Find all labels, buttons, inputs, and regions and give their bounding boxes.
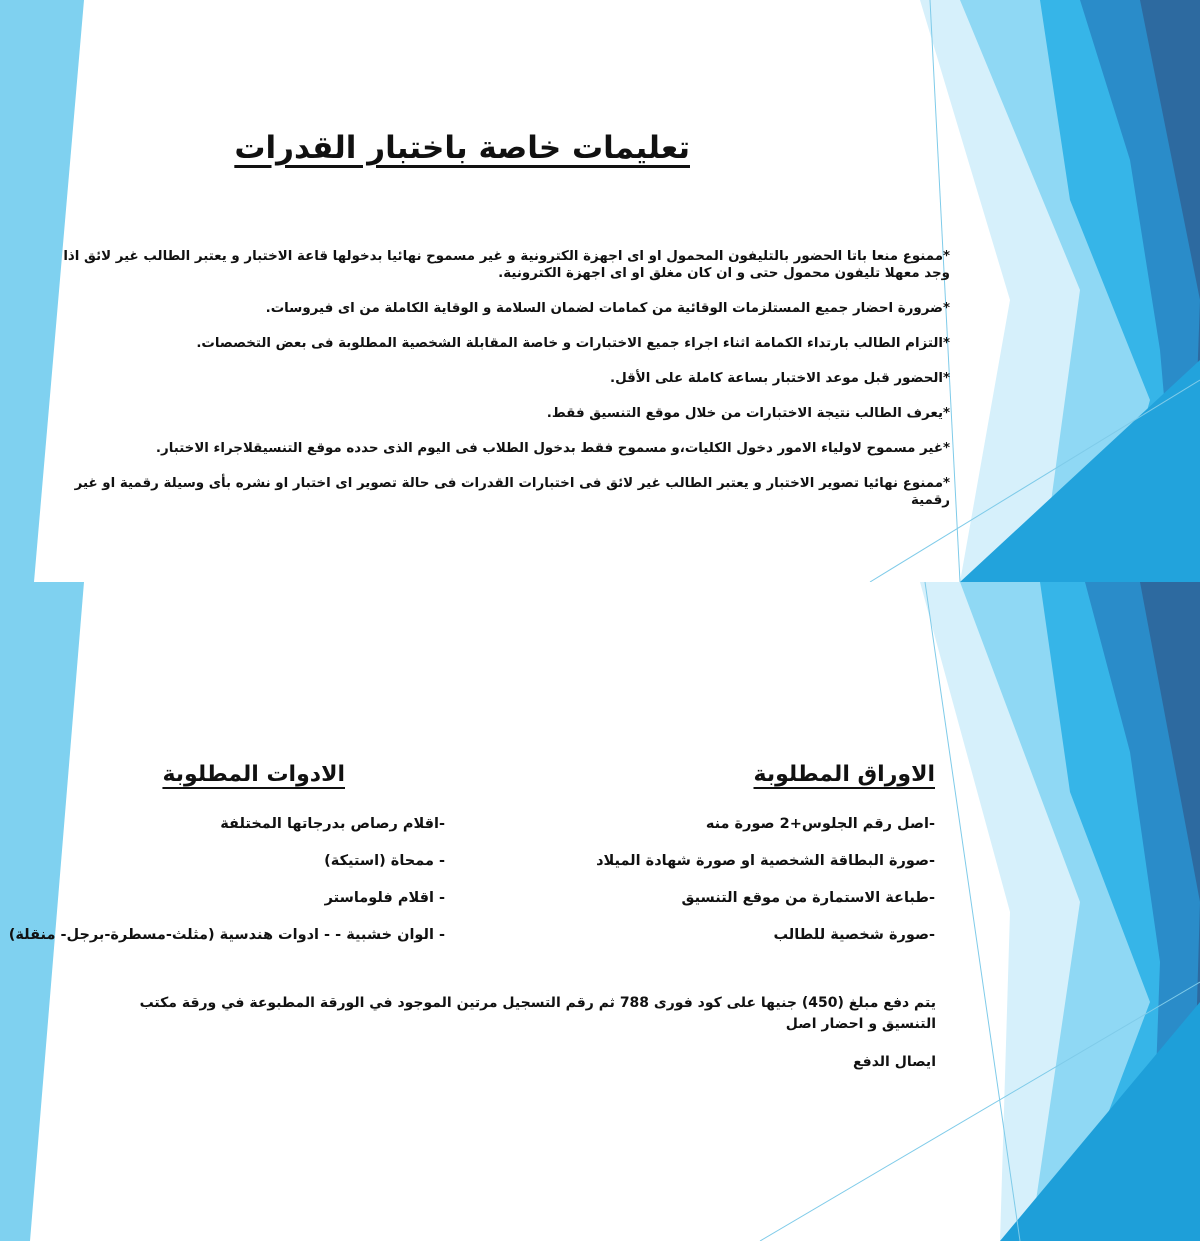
slide-instructions: [0, 0, 1200, 582]
list-item: - ممحاة (استيكة): [324, 853, 445, 869]
required-tools-list: [9, 813, 445, 961]
list-item: -اصل رقم الجلوس+2 صورة منه: [705, 816, 935, 832]
list-item: - الوان خشبية - - ادوات هندسية (مثلث-مسطرة-برجل- منقلة): [8, 927, 445, 943]
rules-list: [50, 248, 950, 527]
required-papers-list: [596, 813, 935, 961]
rule-item: *غير مسموح لاولياء الامور دخول الكليات،و مسموح فقط بدخول الطلاب فى اليوم الذى حدده موقع التنسيقلاجراء الاختبار.: [155, 441, 950, 456]
rule-item: *يعرف الطالب نتيجة الاختبارات من خلال موقع التنسيق فقط.: [546, 406, 950, 421]
page-title: تعليمات خاصة باختبار القدرات: [234, 130, 690, 166]
required-papers-title: الاوراق المطلوبة: [753, 762, 935, 787]
rule-item: *الحضور قبل موعد الاختبار بساعة كاملة على الأقل.: [609, 371, 950, 386]
list-item: -صورة البطاقة الشخصية او صورة شهادة الميلاد: [596, 853, 935, 869]
rule-item: *ممنوع منعا باتا الحضور بالتليفون المحمول او اى اجهزة الكترونية و غير مسموح نهائيا بدخولها قاعة الاختبار و يعتبر الطالب غير لائق اذا وجد معهلا تليفون محمول حتى و ان كان مغلق او اى اجهزة الكترونية.: [63, 249, 950, 281]
list-item: - اقلام فلوماستر: [324, 890, 445, 906]
payment-receipt-label: ايصال الدفع: [852, 1054, 936, 1070]
payment-instructions: يتم دفع مبلغ (450) جنيها على كود فورى 788 ثم رقم التسجيل مرتين الموجود في الورقة المطبوعة في ورقة مكتب التنسيق و احضار اصل: [139, 995, 936, 1032]
list-item: -طباعة الاستمارة من موقع التنسيق: [681, 890, 935, 906]
list-item: -صورة شخصية للطالب: [773, 927, 935, 943]
rule-item: *ممنوع نهائيا تصوير الاختبار و يعتبر الطالب غير لائق فى اختبارات القدرات فى حالة تصوير اى اختبار او نشره بأى وسيلة رقمية او غير رقمية: [74, 476, 950, 508]
rule-item: *التزام الطالب بارتداء الكمامة اثناء اجراء جميع الاختبارات و خاصة المقابلة الشخصية المطلوبة فى بعض التخصصات.: [196, 336, 950, 351]
slide-requirements: [0, 582, 1200, 1241]
list-item: -اقلام رصاص بدرجاتها المختلفة: [220, 816, 445, 832]
rule-item: *ضرورة احضار جميع المستلزمات الوقائية من كمامات لضمان السلامة و الوقاية الكاملة من اى فيروسات.: [265, 301, 950, 316]
required-tools-title: الادوات المطلوبة: [162, 762, 345, 787]
